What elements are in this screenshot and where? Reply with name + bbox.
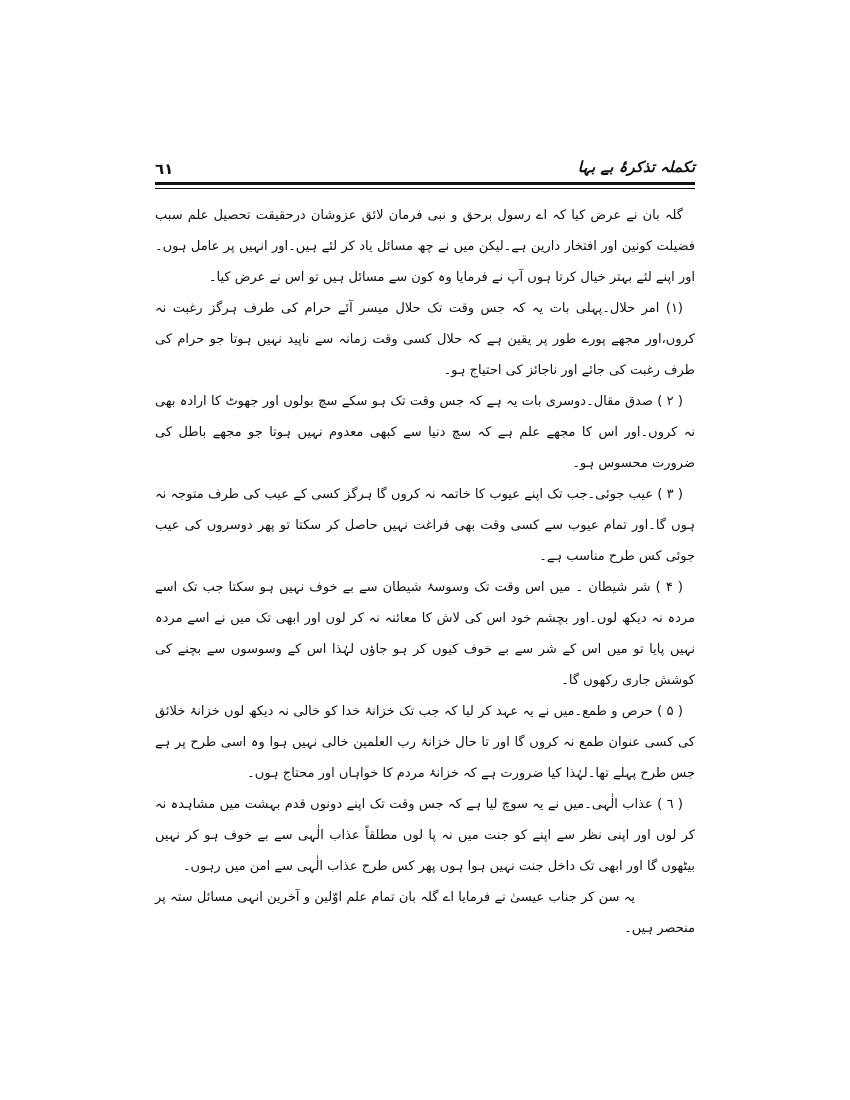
running-title: تکملہ تذکرۂ بے بہا	[577, 158, 695, 176]
paragraph-intro: گلہ بان نے عرض کیا کہ اے رسول برحق و نبی فرمان لائق عزوشان درحقیقت تحصیل علم سبب فضیلت کونین اور افتخار دارین ہے۔لیکن میں نے چھ مسائل یاد کر لئے ہیں۔اور انہیں پر عامل ہوں۔اور اپنے لئے بہتر خیال کرتا ہوں آپ نے فرمایا وہ کون سے مسائل ہیں تو اس نے عرض کیا۔	[155, 208, 695, 285]
page-header	[155, 160, 695, 184]
paragraph-closing: یہ سن کر جناب عیسیٰ نے فرمایا اے گلہ بان تمام علم اوّلین و آخرین انہی مسائل ستہ پر منحصر ہیں۔	[155, 890, 695, 936]
page-number: ٦١	[155, 160, 174, 178]
paragraph-point-2: ( ۲ ) صدق مقال۔دوسری بات یہ ہے کہ جس وقت تک ہو سکے سچ بولوں اور جھوٹ کا ارادہ بھی نہ کروں۔اور اس کا مجھے علم ہے کہ سچ دنیا سے کبھی معدوم نہیں ہوتا جو مجھے باطل کی ضرورت محسوس ہو۔	[155, 394, 695, 471]
header-rule-thick	[155, 182, 695, 185]
header-rule-thin	[155, 188, 695, 189]
paragraph-point-4: ( ۴ ) شر شیطان ۔ میں اس وقت تک وسوسۂ شیطان سے بے خوف نہیں ہو سکتا جب تک اسے مردہ نہ دیکھ لوں۔اور بچشم خود اس کی لاش کا معائنہ نہ کر لوں اور ابھی تک میں نے اسے مردہ نہیں پایا تو میں اس کے شر سے بے خوف کیوں کر ہو جاؤں لہٰذا اس کے وسوسوں سے بچنے کی کوشش جاری رکھوں گا۔	[155, 580, 695, 688]
body-text	[155, 200, 695, 944]
paragraph-point-6: ( ٦ ) عذاب الٰہی۔میں نے یہ سوچ لیا ہے کہ جس وقت تک اپنے دونوں قدم بہشت میں مشاہدہ نہ کر لوں اور اپنی نظر سے اپنے کو جنت میں نہ پا لوں مطلقاً عذاب الٰہی سے بے خوف ہو کر نہیں بیٹھوں گا اور ابھی تک داخل جنت نہیں ہوا ہوں پھر کس طرح عذاب الٰہی سے امن میں رہوں۔	[155, 797, 695, 874]
paragraph-point-5: ( ۵ ) حرص و طمع۔میں نے یہ عہد کر لیا کہ جب تک خزانۂ خدا کو خالی نہ دیکھ لوں خزانۂ خلائق کی کسی عنوان طمع نہ کروں گا اور تا حال خزانۂ رب العلمین خالی نہیں ہوا وہ اسی طرح پر ہے جس طرح پہلے تھا۔لہٰذا کیا ضرورت ہے کہ خزانۂ مردم کا خواہاں اور محتاج ہوں۔	[155, 704, 695, 781]
paragraph-point-3: ( ۳ ) عیب جوئی۔جب تک اپنے عیوب کا خاتمہ نہ کروں گا ہرگز کسی کے عیب کی طرف متوجہ نہ ہوں گا۔اور تمام عیوب سے کسی وقت بھی فراغت نہیں حاصل کر سکتا تو پھر دوسروں کی عیب جوئی کس طرح مناسب ہے۔	[155, 487, 695, 564]
paragraph-point-1: (۱) امر حلال۔پہلی بات یہ کہ جس وقت تک حلال میسر آئے حرام کی طرف ہرگز رغبت نہ کروں،اور مجھے پورے طور پر یقین ہے کہ حلال کسی وقت زمانہ سے ناپید نہیں ہوتا جو حرام کی طرف رغبت کی جائے اور ناجائز کی احتیاج ہو۔	[155, 301, 695, 378]
